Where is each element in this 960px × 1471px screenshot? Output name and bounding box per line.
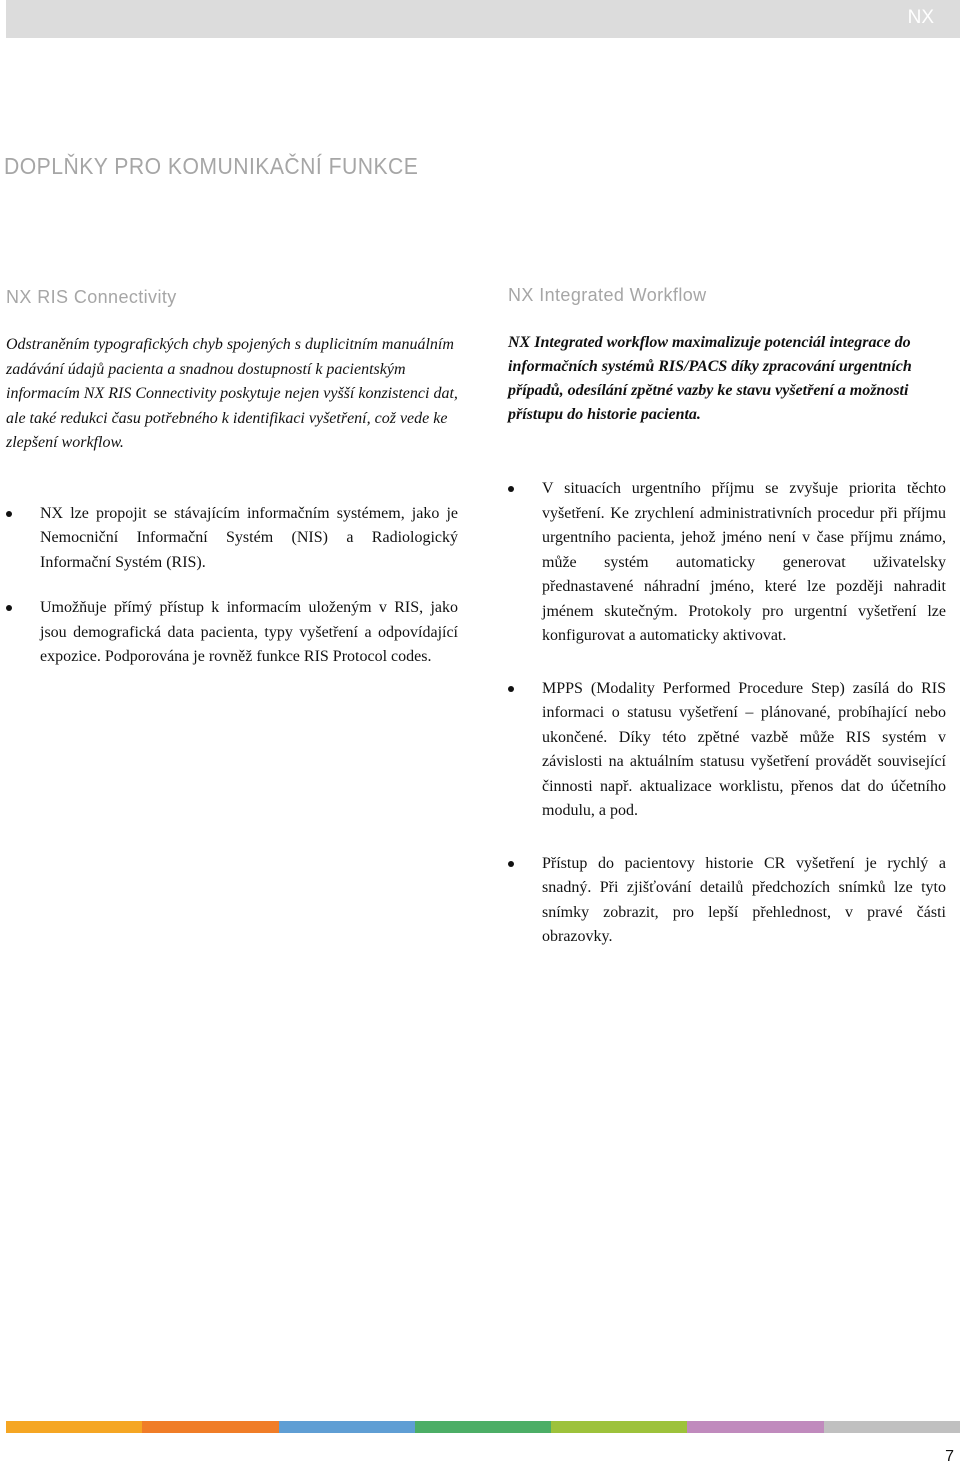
- bullet-text: NX lze propojit se stávajícím informačním systémem, jako je Nemocniční Informační Systém (NIS) a Radiologický Informační Systém (RIS).: [40, 504, 458, 571]
- left-bullet-list: [6, 502, 458, 670]
- bullet-text: Umožňuje přímý přístup k informacím uloženým v RIS, jako jsou demografická data pacienta, typy vyšetření a odpovídající expozice. Podporována je rovněž funkce RIS Protocol codes.: [40, 599, 458, 665]
- stripe-segment: [142, 1421, 278, 1433]
- footer-color-stripe: [6, 1421, 960, 1433]
- bullet-icon: [6, 511, 12, 517]
- list-item: [508, 852, 946, 950]
- bullet-text: V situacích urgentního příjmu se zvyšuje priorita těchto vyšetření. Ke zrychlení administrativních procedur při příjmu urgentního pacienta, jehož jméno není v čase příjmu známo, může systém automaticky generovat uživatelsky přednastavené náhradní jméno, které lze později nahradit jménem skutečným. Protokoly pro urgentní vyšetření lze konfigurovat a automaticky aktivovat.: [542, 480, 946, 644]
- list-item: [508, 677, 946, 824]
- stripe-segment: [6, 1421, 142, 1433]
- bullet-text: MPPS (Modality Performed Procedure Step) zasílá do RIS informaci o statusu vyšetření – plánované, probíhající nebo ukončené. Díky této zpětné vazbě může RIS systém v závislosti na aktuálním statusu vyšetření provádět související činnosti např. aktualizace worklistu, přenos dat do účetního modulu, a pod.: [542, 679, 946, 819]
- stripe-segment: [279, 1421, 415, 1433]
- stripe-segment: [687, 1421, 823, 1433]
- bullet-icon: [6, 605, 12, 611]
- right-column: [508, 331, 946, 950]
- stripe-segment: [551, 1421, 687, 1433]
- right-bullet-list: [508, 477, 946, 950]
- bullet-icon: [508, 861, 514, 867]
- left-column: [6, 333, 458, 670]
- stripe-segment: [415, 1421, 551, 1433]
- stripe-segment: [824, 1421, 960, 1433]
- list-item: [6, 596, 458, 670]
- page-title: DOPLŇKY PRO KOMUNIKAČNÍ FUNKCE: [4, 153, 419, 179]
- left-section-heading: NX RIS Connectivity: [6, 287, 177, 307]
- header-label: NX: [907, 7, 934, 28]
- list-item: [508, 477, 946, 649]
- bullet-icon: [508, 686, 514, 692]
- right-intro-paragraph: NX Integrated workflow maximalizuje potenciál integrace do informačních systémů RIS/PACS díky zpracování urgentních případů, odesílání zpětné vazby ke stavu vyšetření a možnosti přístupu do historie pacienta.: [508, 334, 912, 423]
- header-bar: [6, 0, 960, 38]
- page-number: 7: [945, 1448, 954, 1465]
- bullet-text: Přístup do pacientovy historie CR vyšetření je rychlý a snadný. Při zjišťování detailů předchozích snímků lze tyto snímky zobrazit, pro lepší přehlednost, v pravé části obrazovky.: [542, 854, 946, 945]
- bullet-icon: [508, 486, 514, 492]
- left-intro-paragraph: Odstraněním typografických chyb spojených s duplicitním manuálním zadávání údajů pacienta a snadnou dostupností k pacientským informacím NX RIS Connectivity poskytuje nejen vyšší konzistenci dat, ale také redukci času potřebného k identifikaci vyšetření, což vede ke zlepšení workflow.: [6, 336, 458, 451]
- right-section-heading: NX Integrated Workflow: [508, 285, 707, 305]
- list-item: [6, 502, 458, 576]
